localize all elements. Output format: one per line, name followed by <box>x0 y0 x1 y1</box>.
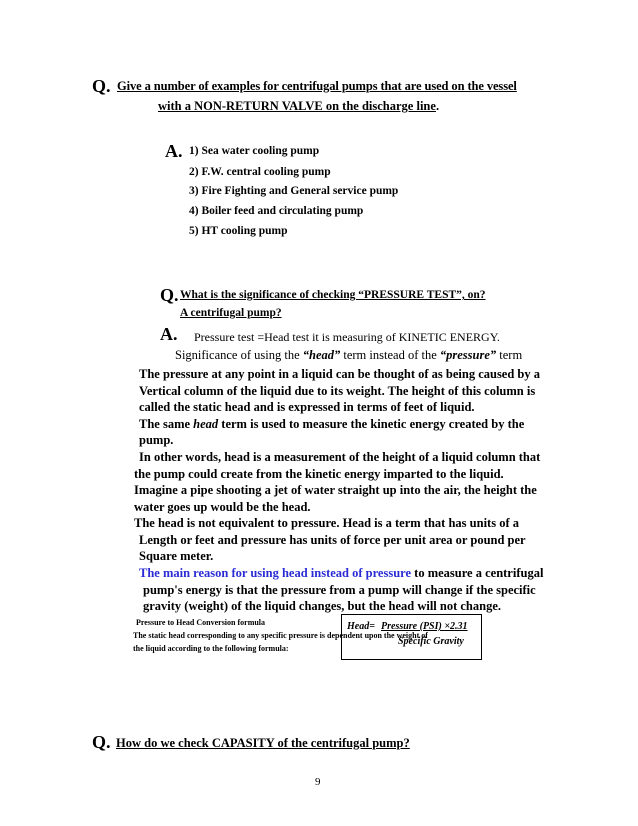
answer-1-item-5: 5) HT cooling pump <box>189 225 288 237</box>
answer-label-1: A. <box>165 141 183 161</box>
para3-line-3: Imagine a pipe shooting a jet of water straight up into the air, the height the <box>134 483 537 497</box>
main-reason-rest: to measure a centrifugal <box>411 566 544 580</box>
para3-line-2: the pump could create from the kinetic energy imparted to the liquid. <box>134 467 504 481</box>
para3-line-7: Square meter. <box>139 549 214 563</box>
para2-head-term: head <box>193 417 219 431</box>
para2-pre: The same <box>139 417 194 431</box>
question-1-line-2 <box>158 99 439 114</box>
formula-numerator: Pressure (PSI) ×2.31 <box>381 621 468 632</box>
question-1-line-2-text: with a NON-RETURN VALVE on the discharge line <box>158 99 436 113</box>
significance-head-term: “head” <box>302 348 341 362</box>
main-reason-line-3: gravity (weight) of the liquid changes, but the head will not change. <box>143 599 502 613</box>
formula-box <box>341 614 482 660</box>
para2-line-2: pump. <box>139 433 174 447</box>
para3-line-6: Length or feet and pressure has units of force per unit area or pound per <box>139 533 526 547</box>
question-2-line-1: What is the significance of checking “PRESSURE TEST”, on? <box>180 289 486 301</box>
para3-line-4: water goes up would be the head. <box>134 500 311 514</box>
question-label-3: Q. <box>92 732 111 752</box>
para2-line-1 <box>139 417 524 432</box>
question-1-line-1: Give a number of examples for centrifugal pumps that are used on the vessel <box>117 79 517 93</box>
para2-post: term is used to measure the kinetic energy created by the <box>218 417 525 431</box>
significance-mid: term instead of the <box>340 348 440 362</box>
answer-1-item-3: 3) Fire Fighting and General service pump <box>189 185 399 197</box>
para1-line-1: The pressure at any point in a liquid can be thought of as being caused by a <box>139 367 541 381</box>
conversion-line-1: The static head corresponding to any specific pressure is dependent upon the weight of <box>133 631 428 640</box>
answer-1-item-2: 2) F.W. central cooling pump <box>189 166 331 178</box>
answer-1-item-1: 1) Sea water cooling pump <box>189 145 320 157</box>
main-reason-line-1 <box>139 566 543 581</box>
question-label-2: Q. <box>160 285 179 305</box>
significance-post: term <box>496 348 523 362</box>
answer-label-2: A. <box>160 324 178 344</box>
para3-line-1: In other words, head is a measurement of the height of a liquid column that <box>139 450 541 464</box>
conversion-line-2: the liquid according to the following formula: <box>133 644 289 653</box>
main-reason-highlight: The main reason for using head instead of pressure <box>139 566 412 580</box>
formula-denominator: Specific Gravity <box>398 636 464 647</box>
question-1-line-2-end: . <box>435 99 440 113</box>
para1-line-3: called the static head and is expressed in terms of feet of liquid. <box>139 400 475 414</box>
para3-line-5: The head is not equivalent to pressure. Head is a term that has units of a <box>134 516 519 530</box>
question-3-text: How do we check CAPASITY of the centrifugal pump? <box>116 736 410 750</box>
formula-head-label: Head= <box>347 621 375 632</box>
para1-line-2: Vertical column of the liquid due to its weight. The height of this column is <box>139 384 536 398</box>
answer-2-intro: Pressure test =Head test it is measuring of KINETIC ENERGY. <box>194 330 500 344</box>
significance-pre: Significance of using the <box>175 348 303 362</box>
conversion-title: Pressure to Head Conversion formula <box>136 618 266 627</box>
significance-pressure-term: “pressure” <box>439 348 497 362</box>
significance-heading <box>175 348 522 363</box>
main-reason-line-2: pump's energy is that the pressure from a pump will change if the specific <box>143 583 536 597</box>
page-number: 9 <box>315 776 321 788</box>
answer-1-item-4: 4) Boiler feed and circulating pump <box>189 205 364 217</box>
question-2-line-2: A centrifugal pump? <box>180 307 282 319</box>
question-label-1: Q. <box>92 76 111 96</box>
